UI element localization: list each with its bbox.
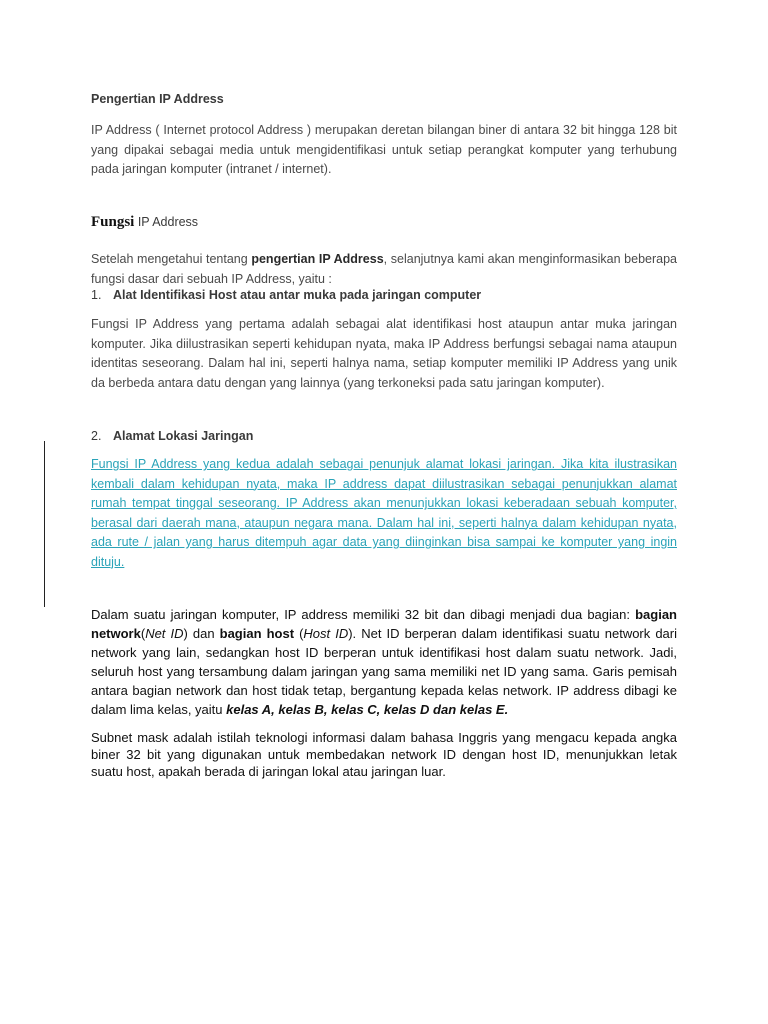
- list-item-1-heading: [91, 286, 677, 306]
- list-item-2-number: 2.: [91, 429, 102, 443]
- list-item-2-link-paragraph[interactable]: Fungsi IP Address yang kedua adalah sebagai penunjuk alamat lokasi jaringan. Jika kita ilustrasikan kembali dalam kehidupan nyata, maka IP address dapat diilustrasikan sebagai penunjukkan alamat rumah tempat tinggal seseorang. IP Address akan menunjukkan lokasi keberadaan sebuah komputer, berasal dari daerah mana, ataupun negara mana. Dalam hal ini, seperti halnya dalam kehidupan nyata, ada rute / jalan yang harus ditempuh agar data yang diinginkan bisa sampai ke komputer yang ingin dituju.: [91, 457, 677, 569]
- list-item-2-label: Alamat Lokasi Jaringan: [113, 429, 254, 443]
- p4-text-e: ) dan: [183, 626, 220, 641]
- p4-bold-host: bagian host: [219, 626, 295, 641]
- p4-text-i: ). Net ID berperan dalam identifikasi suatu network dari network yang lain, sedangkan host ID berperan untuk identifikasi host dalam suatu network. Jadi, seluruh host yang tersambung dalam jaringan yang sama memiliki net ID yang sama. Garis pemisah antara bagian network dan host tidak tetap, bergantung kepada kelas network. IP address dibagi ke dalam lima kelas, yaitu: [91, 626, 677, 717]
- subnet-mask-paragraph: Subnet mask adalah istilah teknologi informasi dalam bahasa Inggris yang mengacu kepada angka biner 32 bit yang digunakan untuk membedakan network ID dengan host ID, menunjukkan letak suatu host, apakah berada di jaringan lokal atau jaringan luar.: [91, 730, 677, 779]
- p4-text-a: Dalam suatu jaringan komputer, IP address memiliki 32 bit dan dibagi menjadi dua bagian:: [91, 607, 636, 622]
- section-title: Pengertian IP Address: [91, 92, 224, 106]
- fungsi-heading: [91, 214, 677, 231]
- lead-text-bold: pengertian IP Address: [251, 252, 384, 266]
- p4-italic-hostid: Host ID: [303, 626, 349, 641]
- fungsi-heading-rest: IP Address: [134, 215, 199, 229]
- intro-paragraph: IP Address ( Internet protocol Address ) merupakan deretan bilangan biner di antara 32 bit hingga 128 bit yang dipakai sebagai media untuk mengidentifikasi untuk setiap perangkat komputer yang terhubung pada jaringan komputer (intranet / internet).: [91, 123, 677, 176]
- fungsi-heading-word: Fungsi: [91, 214, 135, 230]
- margin-change-bar: [44, 441, 45, 607]
- list-item-2-heading: [91, 427, 677, 447]
- p4-paren-open: (: [140, 626, 146, 641]
- list-item-1-number: 1.: [91, 288, 102, 302]
- p4-bold-network: bagian network: [91, 607, 677, 641]
- p4-paren-open-2: (: [294, 626, 304, 641]
- lead-text-a: Setelah mengetahui tentang: [91, 252, 252, 266]
- p4-italic-netid: Net ID: [145, 626, 184, 641]
- list-item-1-label: Alat Identifikasi Host atau antar muka pada jaringan computer: [113, 288, 482, 302]
- lead-text-c: , selanjutnya kami akan menginformasikan beberapa fungsi dasar dari sebuah IP Address, yaitu :: [91, 252, 677, 286]
- p4-classes: kelas A, kelas B, kelas C, kelas D dan kelas E.: [226, 702, 509, 717]
- list-item-1-paragraph: Fungsi IP Address yang pertama adalah sebagai alat identifikasi host ataupun antar muka jaringan komputer. Jika diilustrasikan seperti kehidupan nyata, maka IP Address berfungsi sebagai nama ataupun identitas seseorang. Dalam hal ini, seperti halnya nama, setiap komputer memiliki IP Address yang unik da berbeda antara datu dengan yang lainnya (yang terkoneksi pada satu jaringan komputer).: [91, 317, 677, 390]
- network-host-paragraph: [91, 605, 677, 719]
- lead-paragraph: [91, 250, 677, 289]
